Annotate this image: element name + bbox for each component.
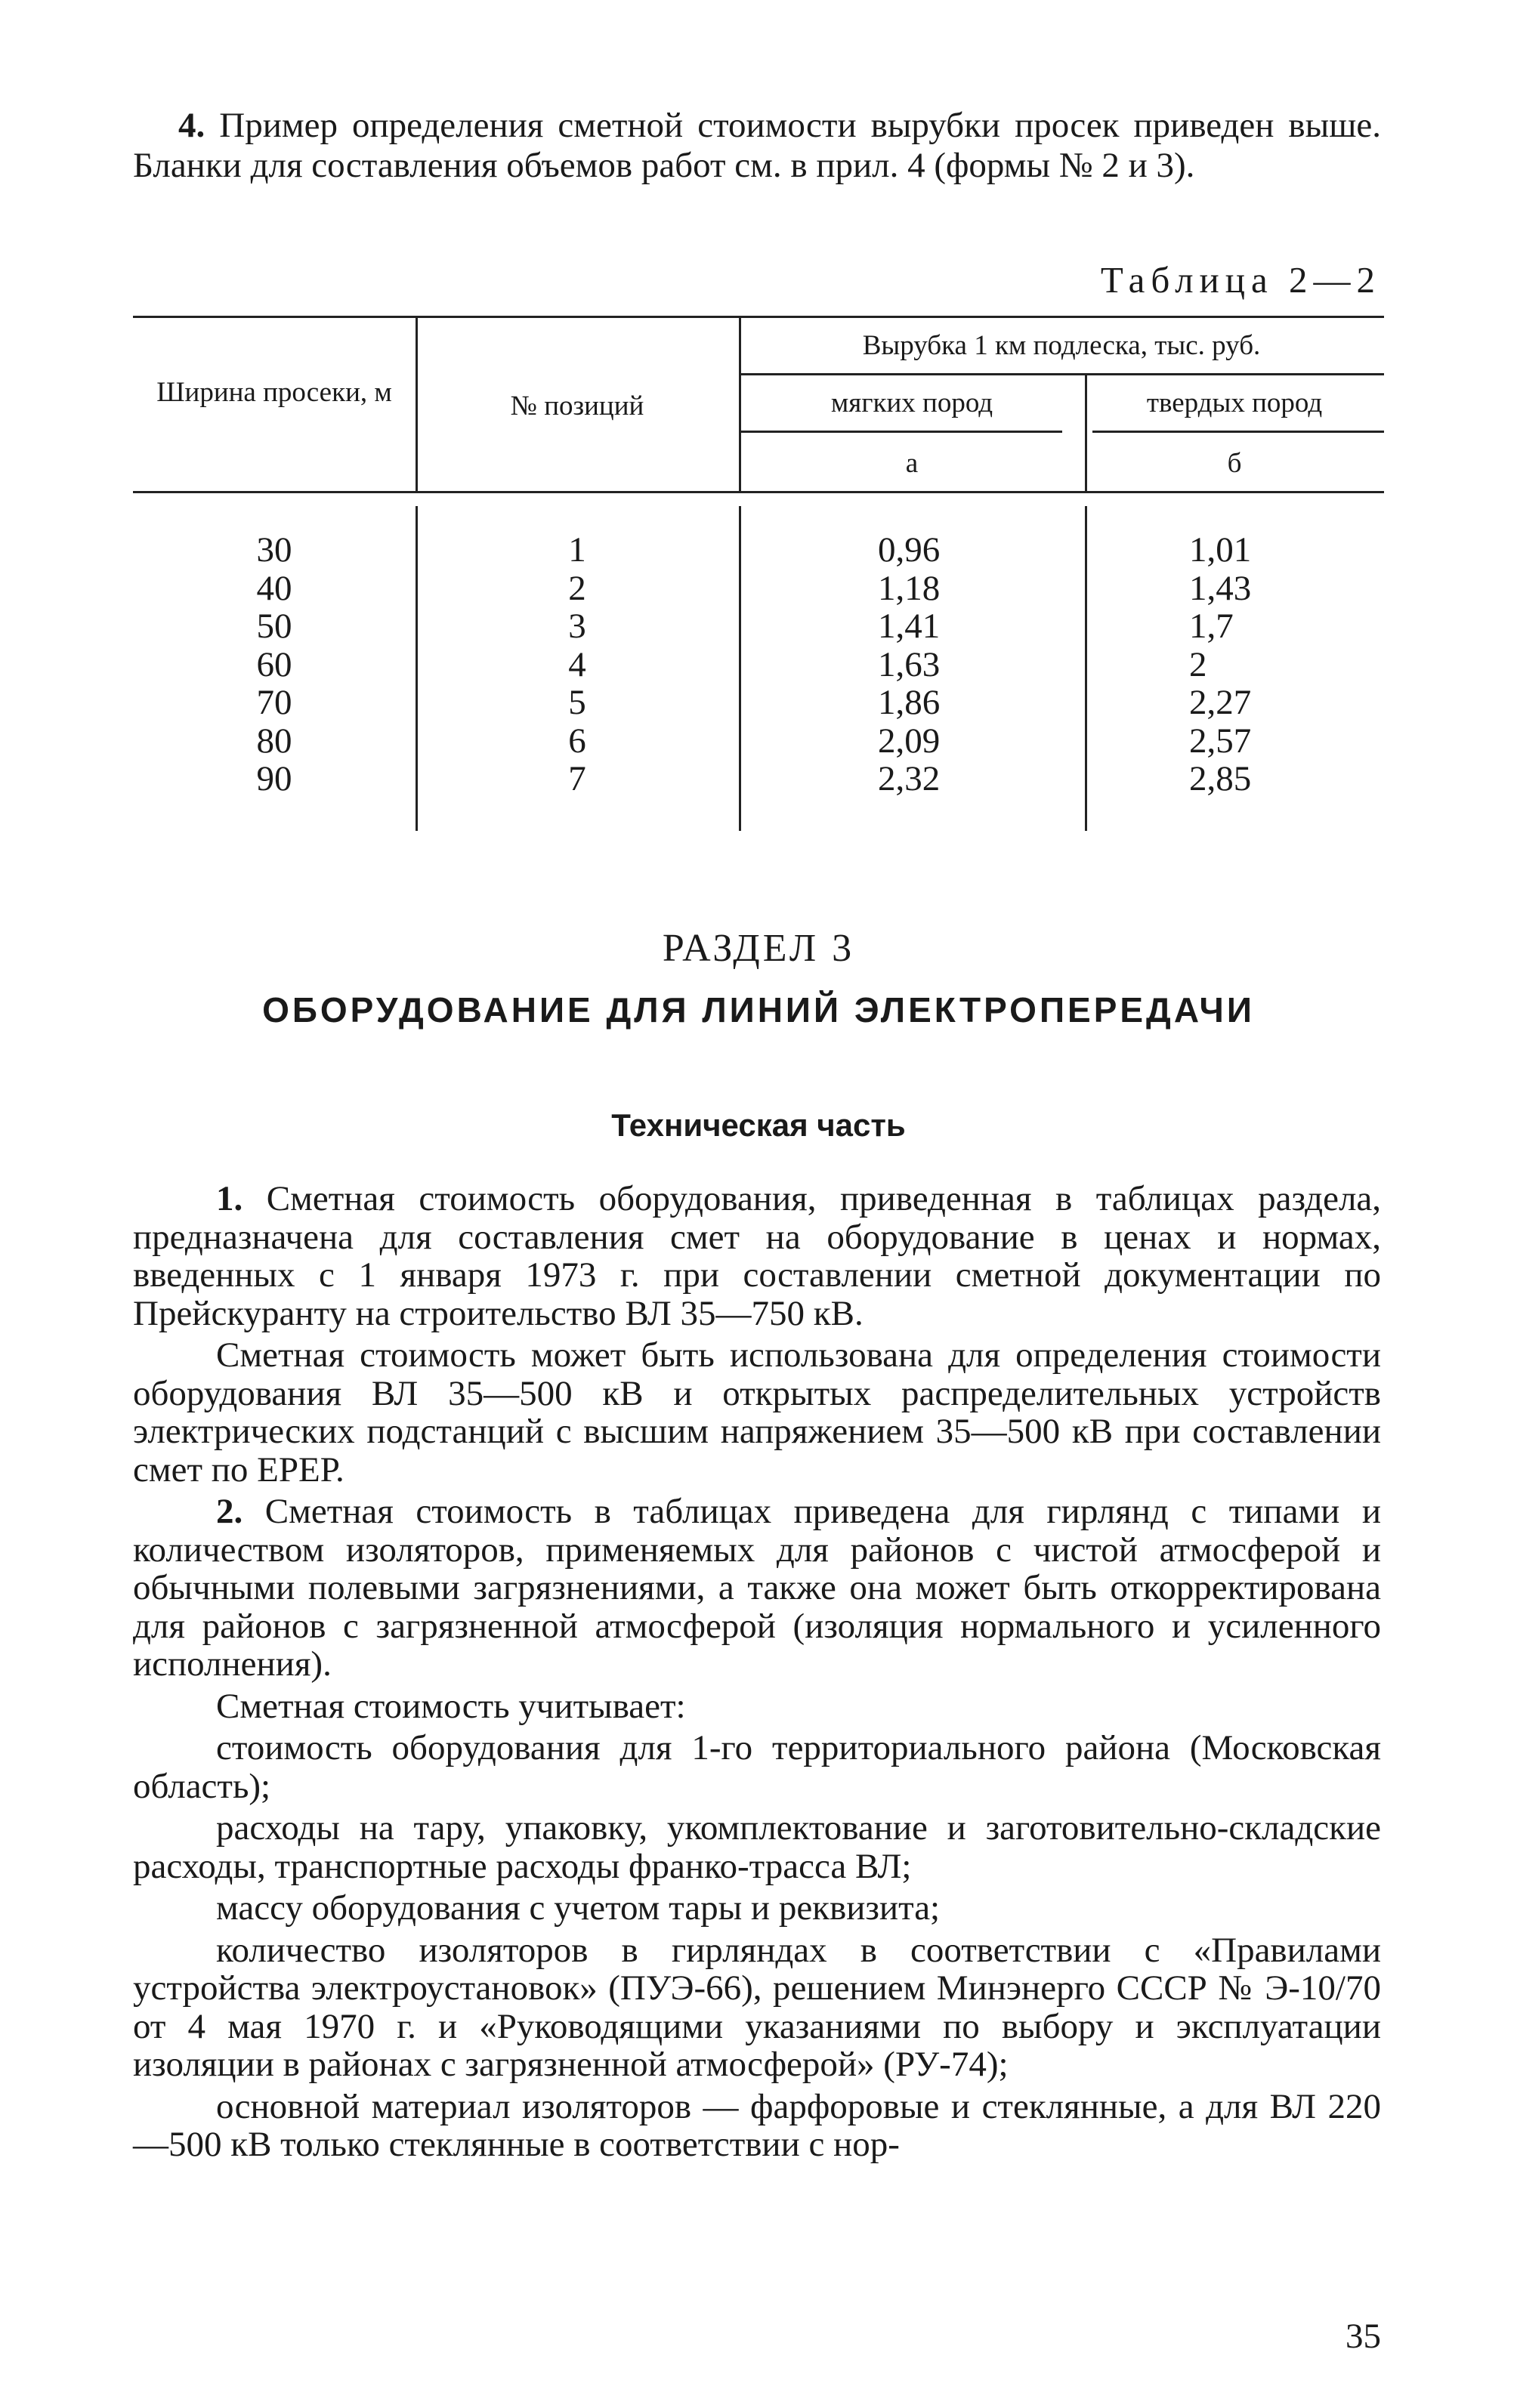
paragraph-text: Сметная стоимость учитывает: <box>216 1686 686 1726</box>
table-cell: 2 <box>1189 644 1207 684</box>
table-cell: 80 <box>256 721 292 761</box>
header-soft: мягких пород <box>830 387 993 418</box>
table-cell: 30 <box>256 530 292 570</box>
table-cell: 2,32 <box>878 759 941 798</box>
header-position: № позиций <box>510 391 644 421</box>
paragraph <box>133 2088 1381 2164</box>
intro-text: Пример определения сметной стоимости вырубки просек приведен выше. Бланки для составления объемов работ см. в прил. 4 (формы № 2 и 3). <box>133 106 1382 185</box>
column-width <box>133 531 416 798</box>
table-cell: 6 <box>568 721 586 761</box>
table-cell: 5 <box>568 683 586 722</box>
table-cell: 50 <box>256 607 292 646</box>
column-soft <box>878 531 1029 798</box>
clearing-cost-table <box>133 316 1384 844</box>
paragraph <box>133 1180 1381 1332</box>
table-cell: 2,57 <box>1189 721 1252 761</box>
paragraph-text: расходы на тару, упаковку, укомплектование и заготовительно-складские расходы, транспортные расходы франко-трасса ВЛ; <box>133 1808 1381 1886</box>
page-number: 35 <box>1346 2317 1381 2356</box>
paragraph-text: количество изоляторов в гирляндах в соответствии с «Правилами устройства электроустановок» (ПУЭ-66), решением Минэнерго СССР № Э-10/70 от 4 мая 1970 г. и «Руководящими указаниями по выбору и эксплуатации изоляции в районах с загрязненной атмосферой» (РУ-74); <box>133 1930 1381 2084</box>
intro-number: 4. <box>178 106 205 145</box>
section-subtitle: Техническая часть <box>611 1107 906 1143</box>
table-cell: 7 <box>568 759 586 798</box>
section-title: ОБОРУДОВАНИЕ ДЛЯ ЛИНИЙ ЭЛЕКТРОПЕРЕДАЧИ <box>262 990 1255 1030</box>
paragraph-number: 2. <box>216 1492 243 1531</box>
paragraph-text: Сметная стоимость оборудования, приведенная в таблицах раздела, предназначена для составления смет на оборудование в ценах и нормах, введенных с 1 января 1973 г. при составлении сметной документации по Прейскуранту на строительство ВЛ 35—750 кВ. <box>133 1179 1382 1333</box>
paragraph-number: 1. <box>216 1179 243 1218</box>
table-cell: 3 <box>568 607 586 646</box>
table-cell: 2,09 <box>878 721 941 761</box>
paragraph-text: Сметная стоимость в таблицах приведена для гирлянд с типами и количеством изоляторов, применяемых для районов с чистой атмосферой и обычными полевыми загрязнениями, а также она может быть откорректирована для районов с загрязненной атмосферой (изоляция нормального и усиленного исполнения). <box>133 1492 1381 1684</box>
table-cell: 2 <box>568 568 586 608</box>
intro-paragraph <box>133 106 1381 186</box>
table-cell: 1,41 <box>878 607 941 646</box>
table-cell: 2,27 <box>1189 683 1252 722</box>
paragraph <box>133 1493 1381 1684</box>
table-caption: Таблица 2—2 <box>1100 259 1381 301</box>
table-cell: 4 <box>568 644 586 684</box>
paragraph-text: основной материал изоляторов — фарфоровые и стеклянные, а для ВЛ 220—500 кВ только стеклянные в соответствии с нор- <box>133 2086 1381 2164</box>
paragraph <box>133 1889 1381 1928</box>
table-cell: 1,63 <box>878 644 941 684</box>
table-cell: 60 <box>256 644 292 684</box>
body-text <box>133 1180 1381 2168</box>
header-hard-letter: б <box>1227 448 1242 479</box>
table-cell: 70 <box>256 683 292 722</box>
section-number: РАЗДЕЛ 3 <box>662 927 855 970</box>
paragraph <box>133 1729 1381 1805</box>
table-cell: 1,01 <box>1189 530 1252 570</box>
paragraph <box>133 1336 1381 1489</box>
table-cell: 1,43 <box>1189 568 1252 608</box>
header-width: Ширина просеки, м <box>156 377 392 408</box>
table-cell: 90 <box>256 759 292 798</box>
table-cell: 0,96 <box>878 530 941 570</box>
header-hard: твердых пород <box>1146 387 1323 418</box>
paragraph <box>133 1931 1381 2084</box>
table-cell: 40 <box>256 568 292 608</box>
table-cell: 2,85 <box>1189 759 1252 798</box>
table-cell: 1,7 <box>1189 607 1234 646</box>
paragraph <box>133 1687 1381 1726</box>
table-cell: 1,18 <box>878 568 941 608</box>
header-group: Вырубка 1 км подлеска, тыс. руб. <box>862 330 1261 361</box>
paragraph-text: стоимость оборудования для 1-го территориального района (Московская область); <box>133 1728 1381 1806</box>
table-cell: 1,86 <box>878 683 941 722</box>
paragraph-text: Сметная стоимость может быть использована для определения стоимости оборудования ВЛ 35—500 кВ и открытых распределительных устройств электрических подстанций с высшим напряжением 35—500 кВ при составлении смет по ЕРЕР. <box>133 1335 1381 1490</box>
paragraph <box>133 1809 1381 1885</box>
column-position <box>416 531 739 798</box>
column-hard <box>1189 531 1340 798</box>
table-cell: 1 <box>568 530 586 570</box>
paragraph-text: массу оборудования с учетом тары и реквизита; <box>216 1888 941 1928</box>
header-soft-letter: а <box>905 448 919 479</box>
